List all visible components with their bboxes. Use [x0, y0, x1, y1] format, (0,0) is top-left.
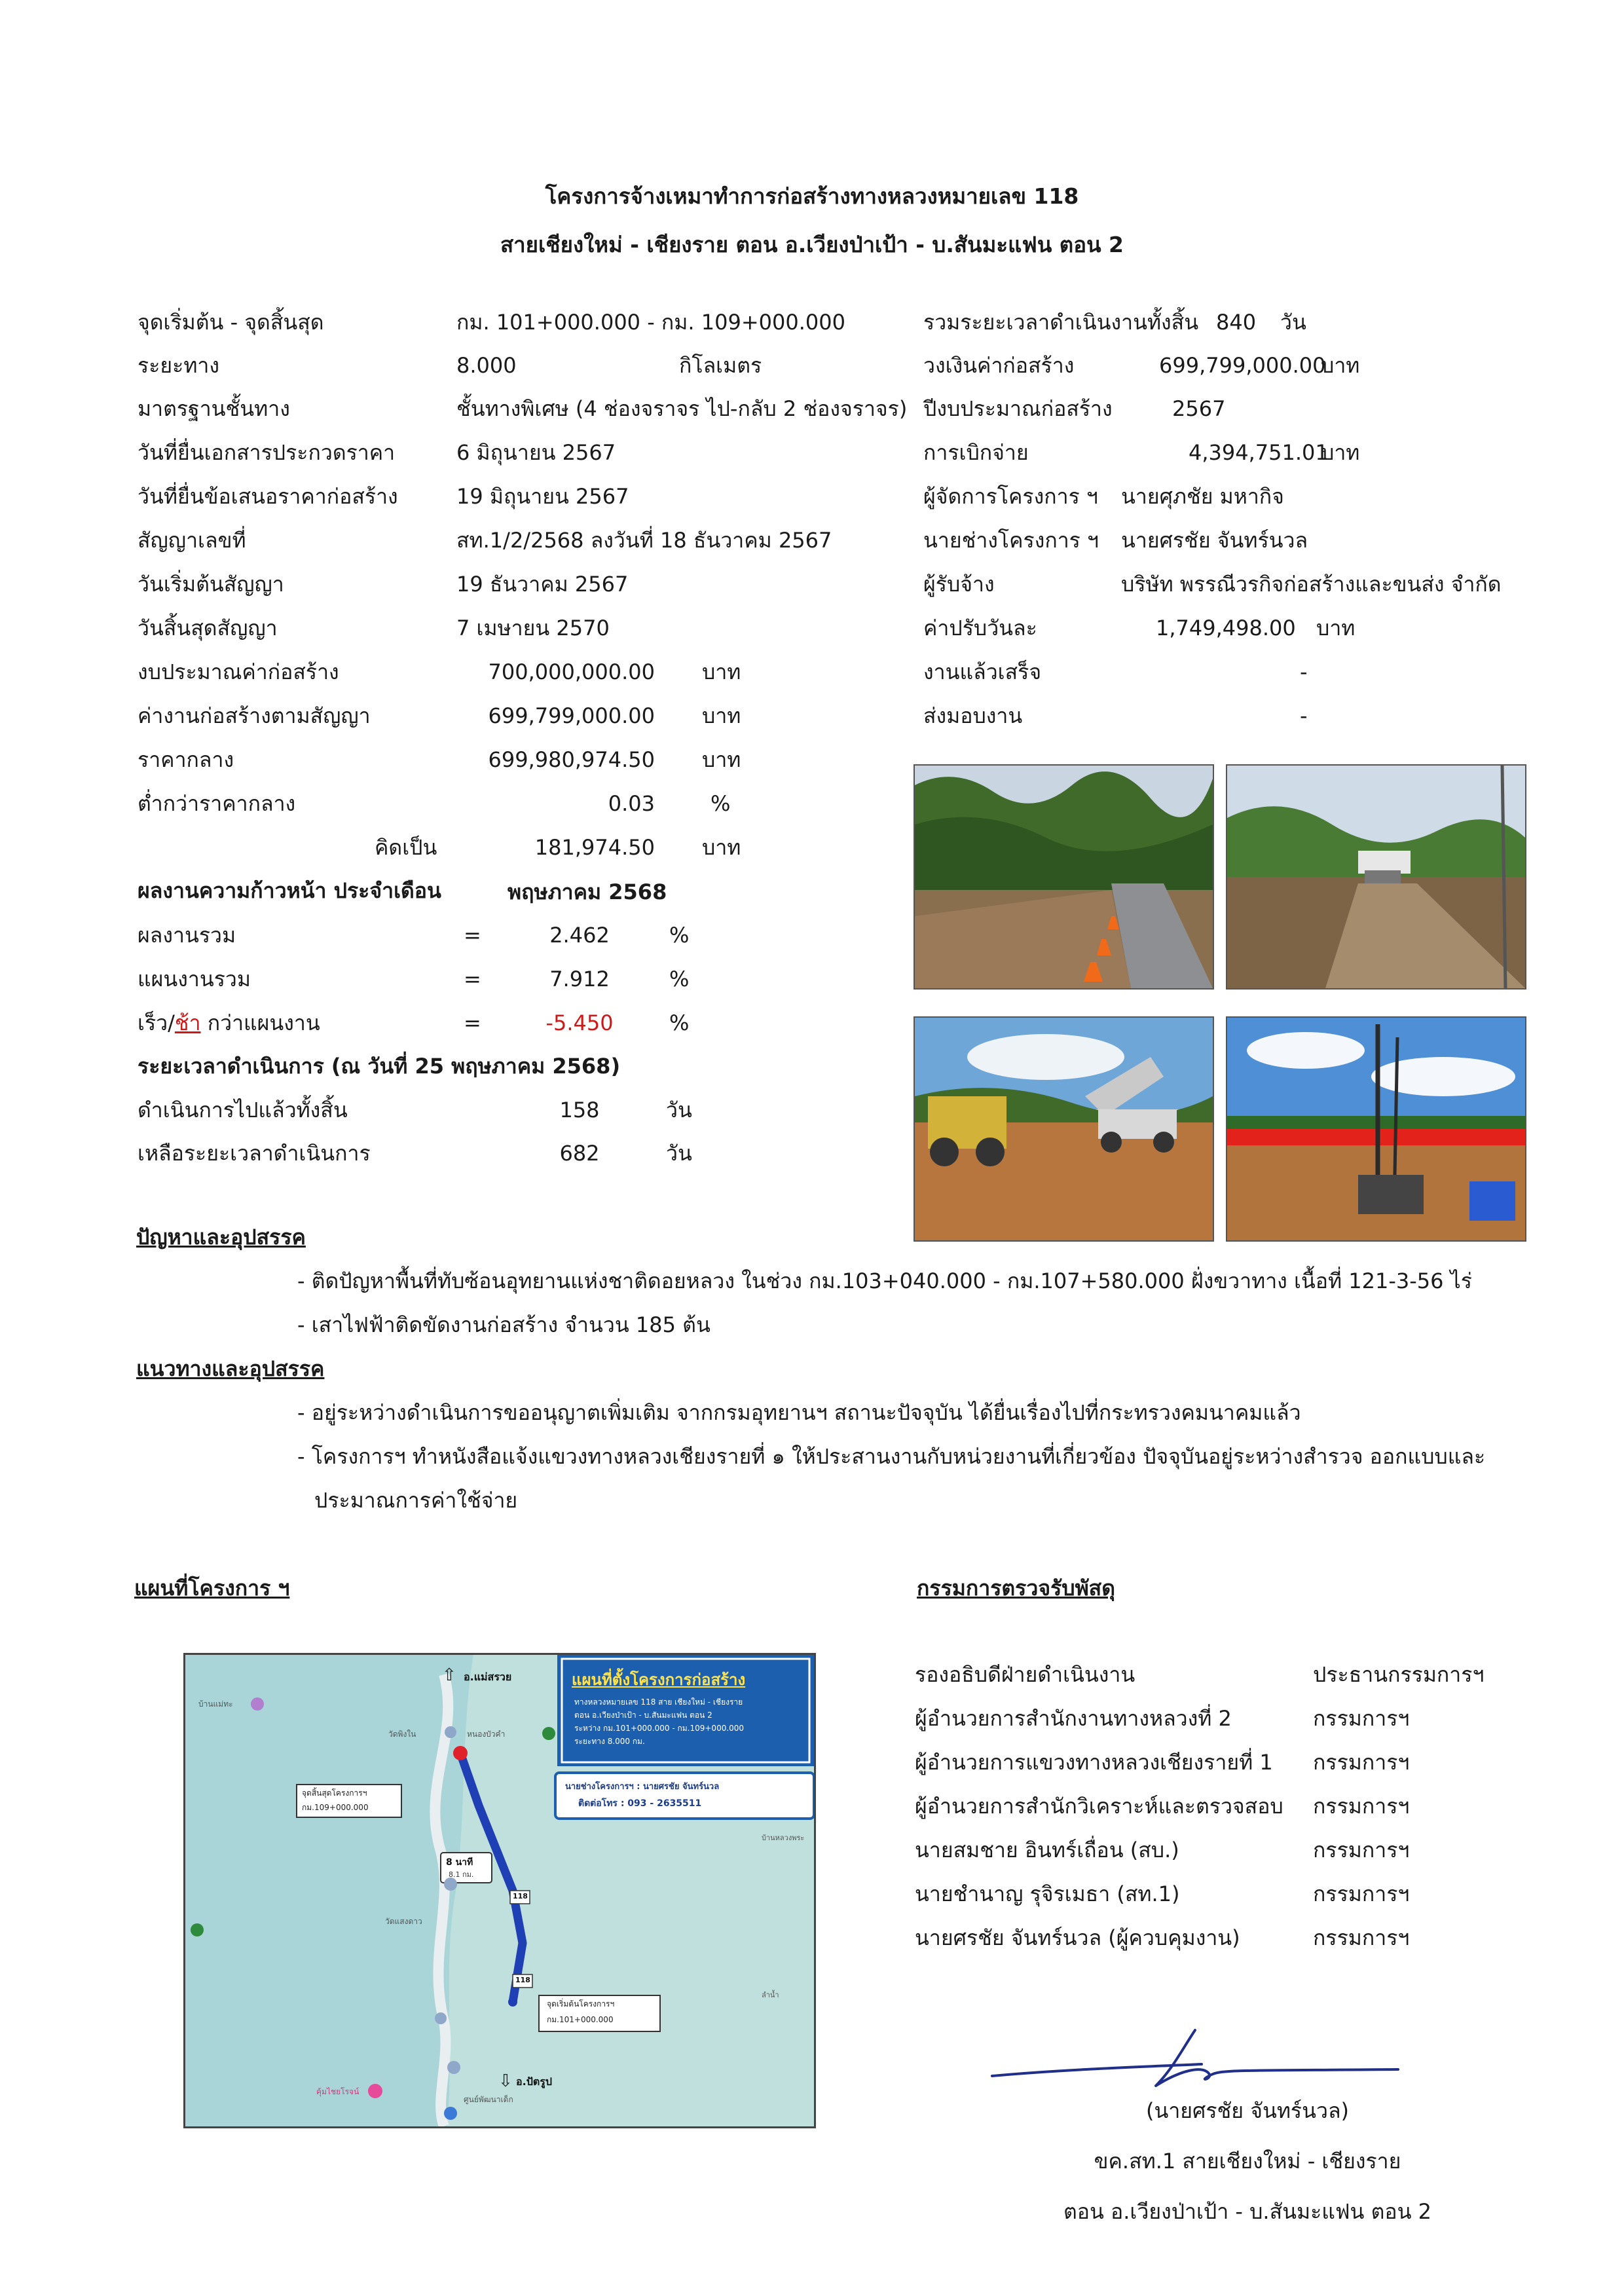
info-value: 6 มิถุนายน 2567 — [456, 440, 616, 465]
diff-rest-text: กว่าแผนงาน — [200, 1010, 320, 1035]
info-label: ค่าปรับวันละ — [923, 616, 1037, 640]
solutions-title: แนวทางและอุปสรรค — [136, 1356, 325, 1381]
info-value: 8.000 — [456, 353, 517, 378]
map-banner-title: แผนที่ตั้งโครงการก่อสร้าง — [572, 1671, 746, 1689]
site-photo-3 — [913, 1016, 1214, 1242]
progress-unit: % — [669, 1010, 690, 1035]
info-value: 19 ธันวาคม 2567 — [456, 572, 629, 597]
map-poi: คุ้มไชยโรจน์ — [316, 2087, 360, 2096]
map-banner-lines — [574, 1695, 744, 1748]
info-value: 2567 — [1172, 396, 1226, 421]
info-value: 1,749,498.00 — [1156, 616, 1296, 640]
info-label: มาตรฐานชั้นทาง — [138, 396, 290, 421]
solution-item: - อยู่ระหว่างดำเนินการขออนุญาตเพิ่มเติม จากกรมอุทยานฯ สถานะปัจจุบัน ได้ยื่นเรื่องไปที่กระทรวงคมนาคมแล้ว — [297, 1400, 1301, 1425]
map-end-km: กม.109+000.000 — [302, 1803, 369, 1812]
committee-member-role: กรรมการฯ — [1313, 1794, 1410, 1819]
duration-unit: วัน — [666, 1098, 692, 1122]
map-poi: บ้านแม่ทะ — [198, 1699, 233, 1709]
budget-label: ราคากลาง — [138, 747, 234, 772]
map-start-label: จุดเริ่มต้นโครงการฯ — [547, 1999, 615, 2009]
info-label: รวมระยะเวลาดำเนินงานทั้งสิ้น — [923, 310, 1199, 335]
info-value: - — [1300, 659, 1308, 684]
info-value: 699,799,000.00 — [1159, 353, 1326, 378]
map-poi: บ้านหลวงพระ — [762, 1834, 805, 1842]
site-photo-1 — [913, 764, 1214, 990]
committee-member-role: กรรมการฯ — [1313, 1706, 1410, 1731]
committee-member-name: นายสมชาย อินทร์เถื่อน (สบ.) — [915, 1838, 1179, 1862]
info-value: บริษัท พรรณีวรกิจก่อสร้างและขนส่ง จำกัด — [1121, 572, 1502, 597]
budget-label: งบประมาณค่าก่อสร้าง — [138, 659, 339, 684]
solution-item: - โครงการฯ ทำหนังสือแจ้งแขวงทางหลวงเชียงรายที่ ๑ ให้ประสานงานกับหน่วยงานที่เกี่ยวข้อง ปัจจุบันอยู่ระหว่างสำรวจ ออกแบบและ — [297, 1444, 1486, 1469]
progress-diff-label — [138, 1010, 320, 1036]
map-travel-dist: 8.1 กม. — [449, 1870, 474, 1879]
route-badge: 118 — [515, 1976, 530, 1984]
progress-diff-value: -5.450 — [545, 1010, 614, 1035]
committee-member-role: กรรมการฯ — [1313, 1881, 1410, 1906]
info-label: ระยะทาง — [138, 353, 219, 378]
map-start-km: กม.101+000.000 — [547, 2015, 614, 2024]
info-value: นายศรชัย จันทร์นวล — [1121, 528, 1308, 553]
info-unit: บาท — [1316, 616, 1356, 640]
signer-name: (นายศรชัย จันทร์นวล) — [1145, 2098, 1350, 2123]
info-value: 4,394,751.01 — [1189, 440, 1329, 465]
south-arrow-icon: ⇩ — [498, 2071, 513, 2091]
budget-diff-value: 181,974.50 — [534, 835, 655, 860]
project-map — [183, 1653, 816, 2128]
site-photo-2 — [1226, 764, 1526, 990]
equals-sign: = — [464, 967, 481, 991]
map-banner-line: ตอน อ.เวียงป่าเป้า - บ.สันมะแฟน ตอน 2 — [574, 1711, 712, 1720]
info-label: วงเงินค่าก่อสร้าง — [923, 353, 1075, 378]
fast-text: เร็ว/ — [138, 1010, 175, 1035]
map-travel-time: 8 นาที — [446, 1857, 473, 1868]
route-badge: 118 — [513, 1892, 528, 1900]
problem-item: - ติดปัญหาพื้นที่ทับซ้อนอุทยานแห่งชาติดอยหลวง ในช่วง กม.103+040.000 - กม.107+580.000 ฝั่งขวาทาง เนื้อที่ 121-3-56 ไร่ — [297, 1268, 1472, 1293]
map-section-title: แผนที่โครงการ ฯ — [134, 1576, 290, 1601]
info-label: การเบิกจ่าย — [923, 440, 1029, 465]
budget-value: 699,799,000.00 — [488, 703, 655, 728]
budget-unit: บาท — [702, 747, 741, 772]
info-label: วันสิ้นสุดสัญญา — [138, 616, 278, 640]
info-unit: กิโลเมตร — [679, 353, 762, 378]
slow-text: ช้า — [174, 1010, 201, 1035]
budget-diff-unit: บาท — [702, 835, 741, 860]
duration-label: เหลือระยะเวลาดำเนินการ — [138, 1141, 371, 1166]
budget-value: 699,980,974.50 — [488, 747, 655, 772]
committee-member-name: ผู้อำนวยการสำนักงานทางหลวงที่ 2 — [915, 1706, 1232, 1731]
info-label: นายช่างโครงการ ฯ — [923, 528, 1099, 553]
map-poi: วัดแสงดาว — [385, 1917, 422, 1926]
committee-member-role: กรรมการฯ — [1313, 1750, 1410, 1775]
equals-sign: = — [464, 923, 481, 948]
info-unit: วัน — [1280, 310, 1306, 335]
budget-value: 0.03 — [608, 791, 655, 816]
solution-item-continued: ประมาณการค่าใช้จ่าย — [314, 1488, 518, 1513]
progress-label: แผนงานรวม — [138, 967, 251, 991]
committee-member-role: ประธานกรรมการฯ — [1313, 1662, 1485, 1687]
info-unit: บาท — [1321, 353, 1360, 378]
info-unit: บาท — [1321, 440, 1360, 465]
progress-value: 2.462 — [549, 923, 610, 948]
info-label: วันที่ยื่นข้อเสนอราคาก่อสร้าง — [138, 484, 398, 509]
map-poi: วัดพิงใน — [388, 1730, 416, 1739]
info-label: ส่งมอบงาน — [923, 703, 1023, 728]
budget-unit: บาท — [702, 703, 741, 728]
map-poi: หนองบัวคำ — [467, 1730, 506, 1739]
map-banner-line: ทางหลวงหมายเลข 118 สาย เชียงใหม่ - เชียงราย — [574, 1697, 743, 1707]
map-banner-line: ระหว่าง กม.101+000.000 - กม.109+000.000 — [574, 1724, 745, 1733]
budget-label: ค่างานก่อสร้างตามสัญญา — [138, 703, 371, 728]
committee-member-name: นายศรชัย จันทร์นวล (ผู้ควบคุมงาน) — [915, 1925, 1240, 1950]
progress-month: พฤษภาคม 2568 — [507, 880, 667, 904]
duration-value: 682 — [559, 1141, 600, 1166]
budget-value: 700,000,000.00 — [488, 659, 655, 684]
north-arrow-icon: ⇧ — [442, 1665, 456, 1685]
info-label: ผู้จัดการโครงการ ฯ — [923, 484, 1098, 509]
map-end-label: จุดสิ้นสุดโครงการฯ — [302, 1788, 367, 1798]
budget-label: ต่ำกว่าราคากลาง — [138, 791, 296, 816]
duration-value: 158 — [559, 1098, 600, 1122]
info-label: วันที่ยื่นเอกสารประกวดราคา — [138, 440, 396, 465]
budget-unit: บาท — [702, 659, 741, 684]
map-north-town: อ.แม่สรวย — [464, 1671, 512, 1683]
info-value: สท.1/2/2568 ลงวันที่ 18 ธันวาคม 2567 — [456, 528, 832, 553]
progress-title: ผลงานความก้าวหน้า ประจำเดือน — [138, 878, 441, 903]
progress-unit: % — [669, 923, 690, 948]
committee-title: กรรมการตรวจรับพัสดุ — [917, 1576, 1115, 1601]
signer-line-2: ตอน อ.เวียงป่าเป้า - บ.สันมะแฟน ตอน 2 — [1063, 2199, 1431, 2224]
problems-title: ปัญหาและอุปสรรค — [136, 1225, 306, 1250]
map-engineer-line1: นายช่างโครงการฯ : นายศรชัย จันทร์นวล — [565, 1782, 720, 1792]
site-photo-4 — [1226, 1016, 1526, 1242]
progress-value: 7.912 — [549, 967, 610, 991]
map-banner-line: ระยะทาง 8.000 กม. — [574, 1737, 645, 1746]
problem-item: - เสาไฟฟ้าติดขัดงานก่อสร้าง จำนวน 185 ต้น — [297, 1312, 710, 1337]
progress-unit: % — [669, 967, 690, 991]
committee-member-name: นายชำนาญ รุจิรเมธา (สท.1) — [915, 1881, 1180, 1906]
map-poi: ศูนย์พัฒนาเด็ก — [464, 2095, 513, 2104]
info-value: 840 — [1216, 310, 1257, 335]
committee-member-name: รองอธิบดีฝ่ายดำเนินงาน — [915, 1662, 1135, 1687]
info-label: สัญญาเลขที่ — [138, 528, 246, 553]
committee-member-name: ผู้อำนวยการแขวงทางหลวงเชียงรายที่ 1 — [915, 1750, 1273, 1775]
signer-line-1: ขค.สท.1 สายเชียงใหม่ - เชียงราย — [1094, 2149, 1401, 2174]
equals-sign: = — [464, 1010, 481, 1035]
info-label: ผู้รับจ้าง — [923, 572, 995, 597]
budget-unit: % — [710, 791, 731, 816]
budget-diff-label: คิดเป็น — [375, 835, 437, 860]
info-value: กม. 101+000.000 - กม. 109+000.000 — [456, 310, 845, 335]
map-poi: ลำน้ำ — [762, 1991, 779, 1999]
signature-drawing — [986, 2024, 1405, 2096]
committee-member-role: กรรมการฯ — [1313, 1838, 1410, 1862]
info-value: นายศุภชัย มหากิจ — [1121, 484, 1284, 509]
duration-label: ดำเนินการไปแล้วทั้งสิ้น — [138, 1098, 348, 1122]
info-value: - — [1300, 703, 1308, 728]
map-engineer-line2: ติดต่อโทร : 093 - 2635511 — [578, 1798, 702, 1809]
progress-label: ผลงานรวม — [138, 923, 236, 948]
info-label: วันเริ่มต้นสัญญา — [138, 572, 284, 597]
header-line-1: โครงการจ้างเหมาทำการก่อสร้างทางหลวงหมายเลข 118 — [545, 183, 1079, 209]
info-value: ชั้นทางพิเศษ (4 ช่องจราจร ไป-กลับ 2 ช่องจราจร) — [456, 396, 908, 421]
info-value: 19 มิถุนายน 2567 — [456, 484, 629, 509]
info-label: ปีงบประมาณก่อสร้าง — [923, 396, 1113, 421]
info-value: 7 เมษายน 2570 — [456, 616, 610, 640]
map-south-town: อ.ปัตรูป — [516, 2075, 552, 2088]
info-label: จุดเริ่มต้น - จุดสิ้นสุด — [138, 310, 324, 335]
committee-member-name: ผู้อำนวยการสำนักวิเคราะห์และตรวจสอบ — [915, 1794, 1283, 1819]
committee-member-role: กรรมการฯ — [1313, 1925, 1410, 1950]
header-line-2: สายเชียงใหม่ - เชียงราย ตอน อ.เวียงป่าเป้า - บ.สันมะแฟน ตอน 2 — [500, 232, 1124, 257]
duration-unit: วัน — [666, 1141, 692, 1166]
duration-title: ระยะเวลาดำเนินการ (ณ วันที่ 25 พฤษภาคม 2568) — [138, 1054, 621, 1079]
info-label: งานแล้วเสร็จ — [923, 659, 1042, 684]
